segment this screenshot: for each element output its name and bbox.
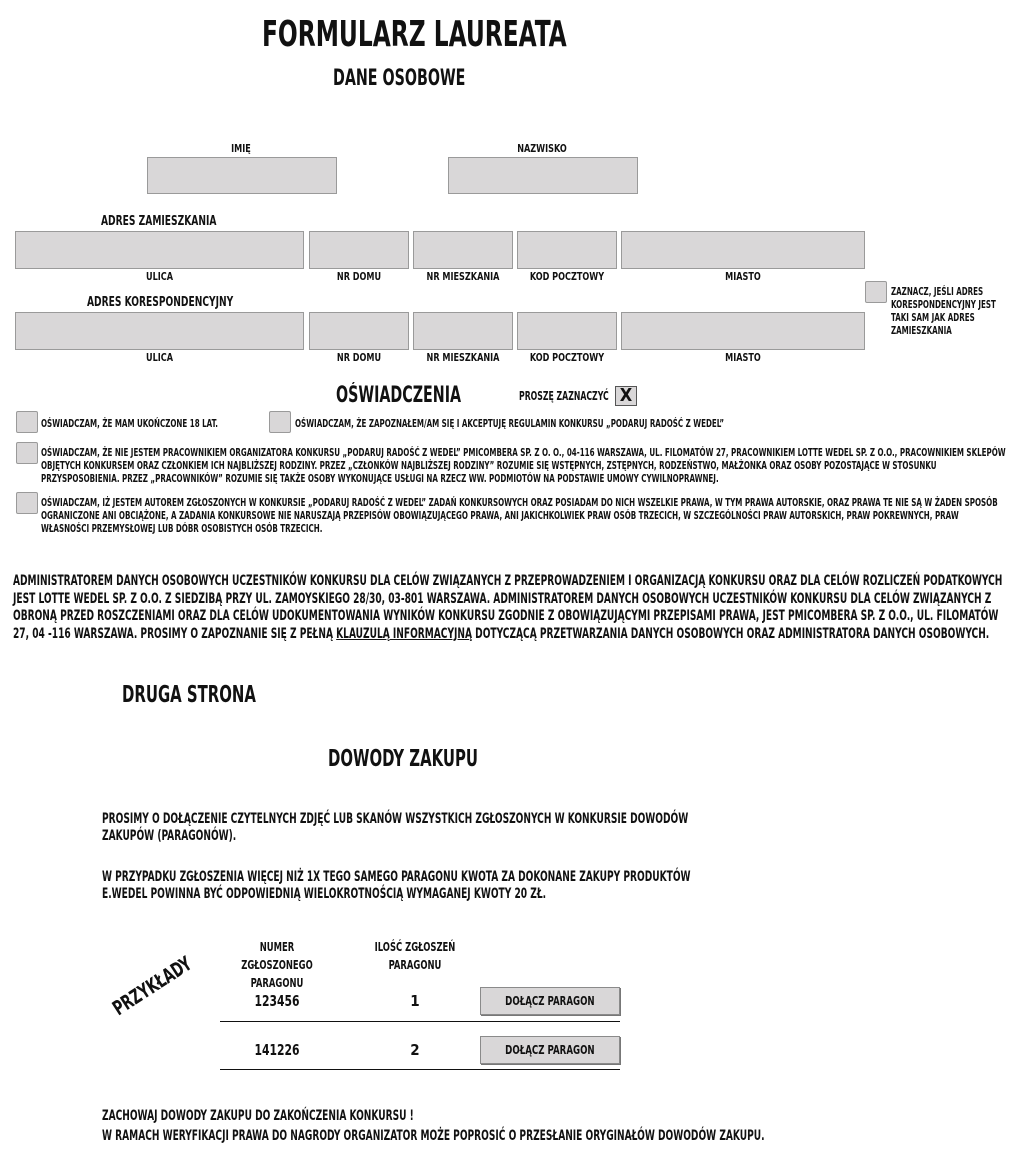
- row-1-number: 123456: [254, 992, 300, 1010]
- examples-label: PRZYKŁADY: [108, 951, 196, 1021]
- last-name-field[interactable]: [448, 157, 638, 194]
- row-2-count: 2: [410, 1041, 420, 1059]
- col-header-count: ILOŚĆ ZGŁOSZEŃ PARAGONU: [374, 940, 456, 972]
- author-declaration-checkbox[interactable]: [16, 492, 38, 514]
- proof-heading: DOWODY ZAKUPU: [328, 746, 478, 772]
- privacy-policy-link[interactable]: KLAUZULĄ INFORMACYJNĄ: [336, 625, 473, 642]
- home-city-field[interactable]: [621, 231, 865, 269]
- mark-example-box: [615, 386, 637, 406]
- privacy-clause: [13, 573, 1007, 643]
- attach-receipt-label-2: DOŁĄCZ PARAGON: [505, 1043, 595, 1057]
- corr-postal-code-field[interactable]: [517, 312, 617, 350]
- home-house-no-label: NR DOMU: [336, 270, 382, 283]
- home-street-field[interactable]: [15, 231, 304, 269]
- proof-paragraph-2: W PRZYPADKU ZGŁOSZENIA WIĘCEJ NIŻ 1X TEGO SAMEGO PARAGONU KWOTA ZA DOKONANE ZAKUPY PRODUKTÓW E.WEDEL POWINNA BYĆ ODPOWIEDNIĄ WIELOKROTNOŚCIĄ WYMAGANEJ KWOTY 20 ZŁ.: [102, 869, 691, 902]
- second-page-heading: DRUGA STRONA: [122, 682, 256, 708]
- attach-receipt-label-1: DOŁĄCZ PARAGON: [505, 994, 595, 1008]
- corr-street-field[interactable]: [15, 312, 304, 350]
- home-flat-no-field[interactable]: [413, 231, 513, 269]
- corr-house-no-field[interactable]: [309, 312, 409, 350]
- rules-declaration-checkbox[interactable]: [269, 411, 291, 433]
- page-title: FORMULARZ LAUREATA: [262, 14, 567, 55]
- home-postal-code-label: KOD POCZTOWY: [529, 270, 605, 283]
- home-house-no-field[interactable]: [309, 231, 409, 269]
- proof-footer-2: W RAMACH WERYFIKACJI PRAWA DO NAGRODY ORGANIZATOR MOŻE POPROSIĆ O PRZESŁANIE ORYGINAŁÓW DOWODÓW ZAKUPU.: [102, 1128, 765, 1144]
- home-address-heading: ADRES ZAMIESZKANIA: [101, 214, 217, 229]
- corr-city-field[interactable]: [621, 312, 865, 350]
- age-declaration-checkbox[interactable]: [16, 411, 38, 433]
- please-mark-label: PROSZĘ ZAZNACZYĆ: [519, 389, 609, 403]
- employee-declaration-text: OŚWIADCZAM, ŻE NIE JESTEM PRACOWNIKIEM ORGANIZATORA KONKURSU „PODARUJ RADOŚĆ Z WEDEL” PMICOMBERA SP. Z O. O., 04-116 WARSZAWA, UL. FILOMATÓW 27, PRACOWNIKIEM LOTTE WEDEL SP. Z O.O., PRACOWNIKIEM SKLEPÓW OBJĘTYCH KONKURSEM ORAZ CZŁONKIEM ICH NAJBLIŻSZEJ RODZINY. PRZEZ „CZŁONKÓW NAJBLIŻSZEJ RODZINY” ROZUMIE SIĘ WSTĘPNYCH, ZSTĘPNYCH, RODZEŃSTWO, MAŁŻONKA ORAZ OSOBY POZOSTAJĄCE W STOSUNKU PRZYSPOSOBIENIA. PRZEZ „PRACOWNIKÓW” ROZUMIE SIĘ TAKŻE OSOBY WYKONUJĄCE USŁUGI NA RZECZ WW. PODMIOTÓW NA PODSTAWIE UMOWY CYWILNOPRAWNEJ.: [41, 446, 1006, 485]
- declarations-heading: OŚWIADCZENIA: [336, 383, 462, 408]
- corr-flat-no-field[interactable]: [413, 312, 513, 350]
- first-name-label: IMIĘ: [231, 142, 251, 155]
- same-address-checkbox[interactable]: [865, 281, 887, 303]
- home-postal-code-field[interactable]: [517, 231, 617, 269]
- home-flat-no-label: NR MIESZKANIA: [426, 270, 500, 283]
- first-name-field[interactable]: [147, 157, 337, 194]
- same-address-note: ZAZNACZ, JEŚLI ADRES KORESPONDENCYJNY JEST TAKI SAM JAK ADRES ZAMIESZKANIA: [891, 285, 996, 337]
- proof-footer-1: ZACHOWAJ DOWODY ZAKUPU DO ZAKOŃCZENIA KONKURSU !: [102, 1108, 414, 1124]
- corr-house-no-label: NR DOMU: [336, 351, 382, 364]
- attach-receipt-button-2[interactable]: [480, 1036, 620, 1064]
- rules-declaration-text: OŚWIADCZAM, ŻE ZAPOZNAŁEM/AM SIĘ I AKCEPTUJĘ REGULAMIN KONKURSU „PODARUJ RADOŚĆ Z WEDEL”: [295, 417, 725, 430]
- home-street-label: ULICA: [145, 270, 174, 283]
- proof-paragraph-1: PROSIMY O DOŁĄCZENIE CZYTELNYCH ZDJĘĆ LUB SKANÓW WSZYSTKICH ZGŁOSZONYCH W KONKURSIE DOWODÓW ZAKUPÓW (PARAGONÓW).: [102, 811, 689, 844]
- corr-city-label: MIASTO: [725, 351, 761, 364]
- x-mark-icon: X: [619, 385, 633, 406]
- author-declaration-text: OŚWIADCZAM, IŻ JESTEM AUTOREM ZGŁOSZONYCH W KONKURSIE „PODARUJ RADOŚĆ Z WEDEL” ZADAŃ KONKURSOWYCH ORAZ POSIADAM DO NICH WSZELKIE PRAWA, W TYM PRAWA AUTORSKIE, ORAZ PRAWA TE NIE SĄ W ŻADEN SPOSÓB OGRANICZONE ANI OBCIĄŻONE, A ZADANIA KONKURSOWE NIE NARUSZAJĄ PRZEPISÓW OBOWIĄZUJĄCEGO PRAWA, ANI JAKICHKOLWIEK PRAW OSÓB TRZECICH, W SZCZEGÓLNOŚCI PRAW AUTORSKICH, PRAW POKREWNYCH, PRAW WŁASNOŚCI PRZEMYSŁOWEJ LUB DÓBR OSOBISTYCH OSÓB TRZECICH.: [41, 496, 998, 535]
- corr-address-heading: ADRES KORESPONDENCYJNY: [87, 295, 234, 310]
- last-name-label: NAZWISKO: [517, 142, 567, 155]
- row-1-count: 1: [410, 992, 420, 1010]
- corr-street-label: ULICA: [145, 351, 174, 364]
- section-title-personal: DANE OSOBOWE: [333, 66, 466, 91]
- table-divider-2: [220, 1069, 620, 1070]
- privacy-text: ADMINISTRATOREM DANYCH OSOBOWYCH UCZESTNIKÓW KONKURSU DLA CELÓW ZWIĄZANYCH Z PRZEPROWADZENIEM I ORGANIZACJĄ KONKURSU ORAZ DLA CELÓW ROZLICZEŃ PODATKOWYCH JEST LOTTE WEDEL SP. Z O.O. Z SIEDZIBĄ PRZY UL. ZAMOYSKIEGO 28/30, 03-801 WARSZAWA. ADMINISTRATOREM DANYCH OSOBOWYCH UCZESTNIKÓW KONKURSU DLA CELÓW ZWIĄZANYCH Z OBRONĄ PRZED ROSZCZENIAMI ORAZ DLA CELÓW UDOKUMENTOWANIA WYNIKÓW KONKURSU ZGODNIE Z OBOWIĄZUJĄCYMI PRZEPISAMI PRAWA, JEST PMICOMBERA SP. Z O.O., UL. FILOMATÓW 27, 04 -116 WARSZAWA. PROSIMY O ZAPOZNANIE SIĘ Z PEŁNĄ: [13, 573, 1003, 642]
- employee-declaration-checkbox[interactable]: [16, 442, 38, 464]
- corr-flat-no-label: NR MIESZKANIA: [426, 351, 500, 364]
- table-divider-1: [220, 1021, 620, 1022]
- col-header-number: NUMER ZGŁOSZONEGO PARAGONU: [241, 940, 313, 990]
- row-2-number: 141226: [254, 1041, 300, 1059]
- attach-receipt-button-1[interactable]: [480, 987, 620, 1015]
- home-city-label: MIASTO: [725, 270, 761, 283]
- corr-postal-code-label: KOD POCZTOWY: [529, 351, 605, 364]
- privacy-text-tail: DOTYCZĄCĄ PRZETWARZANIA DANYCH OSOBOWYCH ORAZ ADMINISTRATORA DANYCH OSOBOWYCH.: [475, 625, 990, 642]
- age-declaration-text: OŚWIADCZAM, ŻE MAM UKOŃCZONE 18 LAT.: [41, 417, 218, 430]
